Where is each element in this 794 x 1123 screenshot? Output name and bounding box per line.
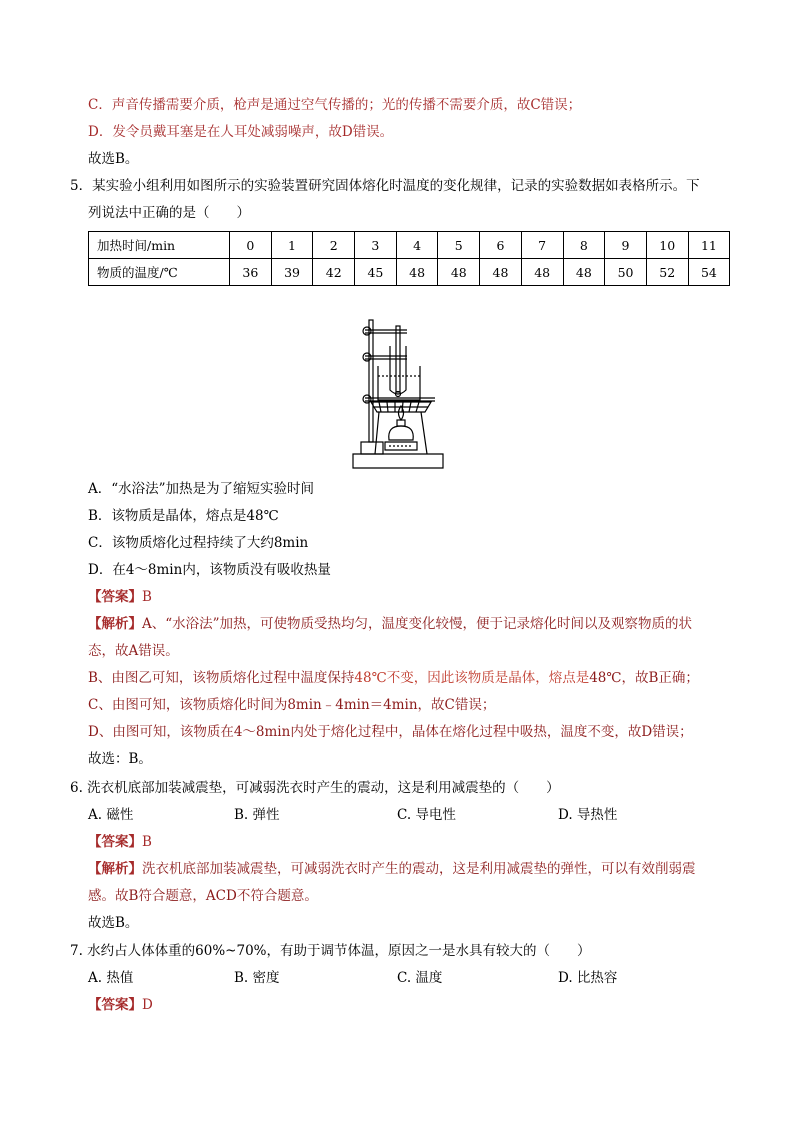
q5-option-a: A．“水浴法”加热是为了缩短实验时间 (88, 481, 315, 497)
table-cell: 3 (355, 232, 397, 259)
q7-option-b: B. 密度 (234, 970, 280, 986)
table-cell: 10 (646, 232, 688, 259)
q5-option-b: B．该物质是晶体，熔点是48℃ (88, 508, 279, 524)
q6-option-a: A. 磁性 (88, 807, 134, 823)
q5-stem-line1: 5．某实验小组利用如图所示的实验装置研究固体熔化时温度的变化规律，记录的实验数据如表格所示。下 (70, 178, 700, 194)
table-cell: 48 (521, 259, 563, 286)
table-cell: 7 (521, 232, 563, 259)
q5-choose-line: 故选：B。 (88, 751, 152, 767)
q6-option-b: B. 弹性 (234, 807, 280, 823)
table-cell: 48 (563, 259, 605, 286)
q5-data-table (88, 231, 730, 286)
q7-option-a: A. 热值 (88, 970, 134, 986)
q5-analysis-b (88, 669, 699, 687)
q5-answer-line (88, 588, 152, 606)
table-cell: 42 (313, 259, 355, 286)
q5-analysis-a-line2: 态，故A错误。 (88, 643, 179, 659)
table-cell: 36 (230, 259, 272, 286)
analysis-b-part3: 48℃，故B正确； (589, 670, 699, 686)
table-cell: 4 (396, 232, 438, 259)
table-cell: 8 (563, 232, 605, 259)
table-row (89, 259, 730, 286)
analysis-text: 洗衣机底部加装减震垫，可减弱洗衣时产生的震动，这是利用减震垫的弹性，可以有效削弱震 (142, 861, 696, 877)
answer-label: 【答案】 (88, 589, 142, 605)
table-cell: 50 (605, 259, 647, 286)
table-cell: 48 (438, 259, 480, 286)
prev-option-d-explanation: D．发令员戴耳塞是在人耳处减弱噪声，故D错误。 (88, 124, 394, 140)
analysis-b-part2: 48℃不变，因此该物质是晶体，熔点是 (354, 670, 590, 686)
table-cell: 11 (688, 232, 730, 259)
q6-stem: 6. 洗衣机底部加装减震垫，可减弱洗衣时产生的震动，这是利用减震垫的（ ） (70, 780, 560, 796)
q6-option-d: D. 导热性 (558, 807, 618, 823)
table-cell: 45 (355, 259, 397, 286)
table-cell: 0 (230, 232, 272, 259)
table-cell: 2 (313, 232, 355, 259)
table-row (89, 232, 730, 259)
analysis-b-part1: B、由图乙可知，该物质熔化过程中温度保持 (88, 670, 355, 686)
answer-label: 【答案】 (88, 834, 142, 850)
prev-choose-line: 故选B。 (88, 151, 139, 167)
table-cell: 5 (438, 232, 480, 259)
q7-option-d: D. 比热容 (558, 970, 618, 986)
q5-analysis-c: C、由图可知，该物质熔化时间为8min﹣4min＝4min，故C错误； (88, 697, 496, 713)
q7-answer-line (88, 996, 153, 1014)
answer-label: 【答案】 (88, 997, 142, 1013)
analysis-text: A、“水浴法”加热，可使物质受热均匀，温度变化较慢，便于记录熔化时间以及观察物质的状 (142, 616, 693, 632)
answer-value: D (142, 997, 153, 1013)
table-header-temperature: 物质的温度/℃ (89, 259, 230, 286)
analysis-label: 【解析】 (88, 616, 142, 632)
table-cell: 48 (396, 259, 438, 286)
q5-option-d: D．在4～8min内，该物质没有吸收热量 (88, 562, 331, 578)
q5-option-c: C．该物质熔化过程持续了大约8min (88, 535, 309, 551)
table-cell: 48 (480, 259, 522, 286)
q7-option-c: C. 温度 (397, 970, 443, 986)
table-cell: 52 (646, 259, 688, 286)
table-header-time: 加热时间/min (89, 232, 230, 259)
q5-stem-line2: 列说法中正确的是（ ） (88, 205, 250, 221)
answer-value: B (142, 589, 152, 605)
table-cell: 6 (480, 232, 522, 259)
table-cell: 9 (605, 232, 647, 259)
table-cell: 1 (271, 232, 313, 259)
prev-option-c-explanation: C．声音传播需要介质，枪声是通过空气传播的；光的传播不需要介质，故C错误； (88, 97, 582, 113)
q5-analysis-d: D、由图可知，该物质在4～8min内处于熔化过程中，晶体在熔化过程中吸热，温度不变，故D错误； (88, 724, 693, 740)
water-bath-apparatus-figure (345, 316, 449, 472)
q6-analysis-line2: 感。故B符合题意，ACD不符合题意。 (88, 888, 318, 904)
q7-stem: 7. 水约占人体体重的60%~70%，有助于调节体温，原因之一是水具有较大的（ ） (70, 943, 591, 959)
analysis-label: 【解析】 (88, 861, 142, 877)
q5-analysis-a-line1 (88, 615, 692, 633)
table-cell: 54 (688, 259, 730, 286)
q6-option-c: C. 导电性 (397, 807, 456, 823)
q6-answer-line (88, 833, 152, 851)
q6-choose-line: 故选B。 (88, 915, 139, 931)
table-cell: 39 (271, 259, 313, 286)
answer-value: B (142, 834, 152, 850)
q6-analysis-line1 (88, 860, 696, 878)
